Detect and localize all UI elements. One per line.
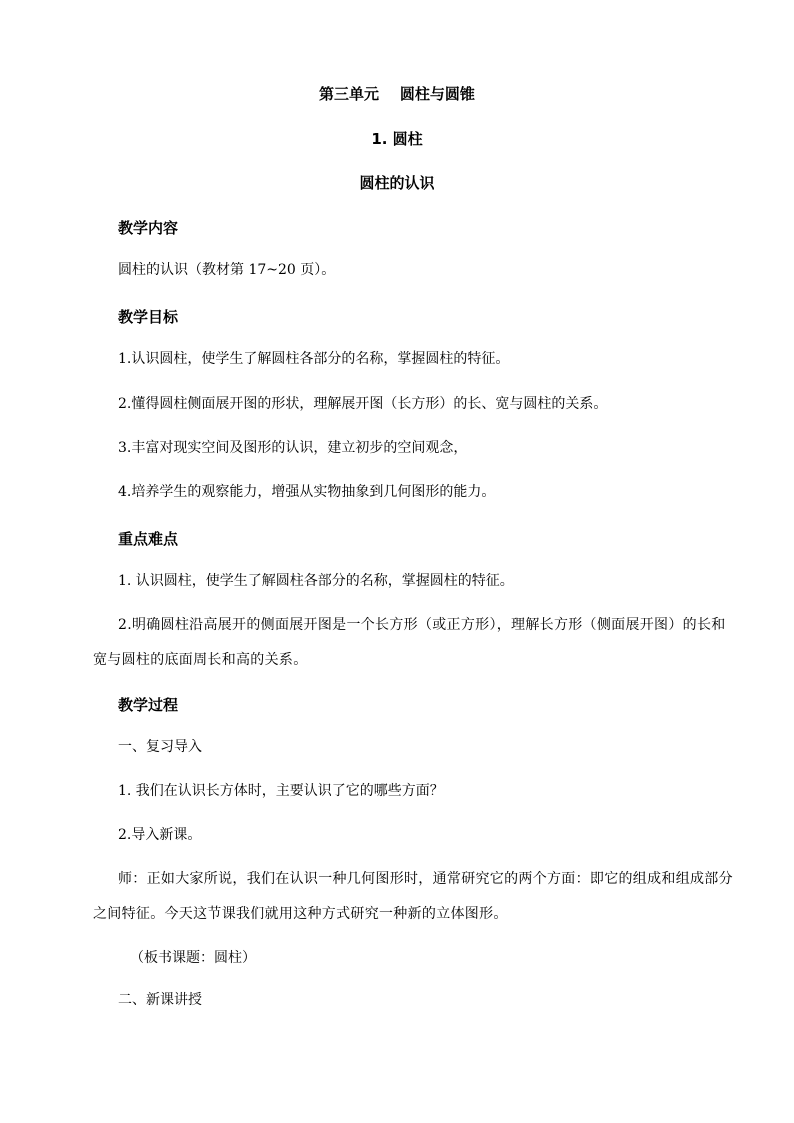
objective-item: 3.丰富对现实空间及图形的认识，建立初步的空间观念， (118, 440, 468, 456)
content-heading: 教学内容 (118, 219, 179, 237)
unit-title: 第三单元 圆柱与圆锥 (319, 85, 475, 103)
process-question: 1. 我们在认识长方体时，主要认识了它的哪些方面？ (118, 783, 444, 799)
board-note: （板书课题：圆柱） (130, 950, 256, 966)
content-text: 圆柱的认识（教材第 17~20 页）。 (118, 262, 336, 278)
objectives-heading: 教学目标 (118, 308, 179, 326)
objective-item: 1.认识圆柱，使学生了解圆柱各部分的名称，掌握圆柱的特征。 (118, 351, 510, 367)
objective-item: 2.懂得圆柱侧面展开图的形状，理解展开图（长方形）的长、宽与圆柱的关系。 (118, 396, 608, 412)
key-points-heading: 重点难点 (118, 530, 179, 548)
key-point-item: 1. 认识圆柱，使学生了解圆柱各部分的名称，掌握圆柱的特征。 (118, 573, 514, 589)
process-heading: 教学过程 (118, 696, 179, 714)
teacher-speech: 师：正如大家所说，我们在认识一种几何图形时，通常研究它的两个方面：即它的组成和组成部分之间特征。今天这节课我们就用这种方式研究一种新的立体图形。 (93, 871, 733, 922)
key-point-item: 2.明确圆柱沿高展开的侧面展开图是一个长方形（或正方形），理解长方形（侧面展开图）的长和宽与圆柱的底面周长和高的关系。 (93, 617, 726, 668)
process-step-heading: 一、复习导入 (118, 739, 202, 755)
section-title: 1. 圆柱 (371, 130, 423, 148)
process-question: 2.导入新课。 (118, 827, 202, 843)
process-step-heading: 二、新课讲授 (118, 992, 202, 1008)
objective-item: 4.培养学生的观察能力，增强从实物抽象到几何图形的能力。 (118, 484, 496, 500)
lesson-title: 圆柱的认识 (359, 174, 435, 192)
